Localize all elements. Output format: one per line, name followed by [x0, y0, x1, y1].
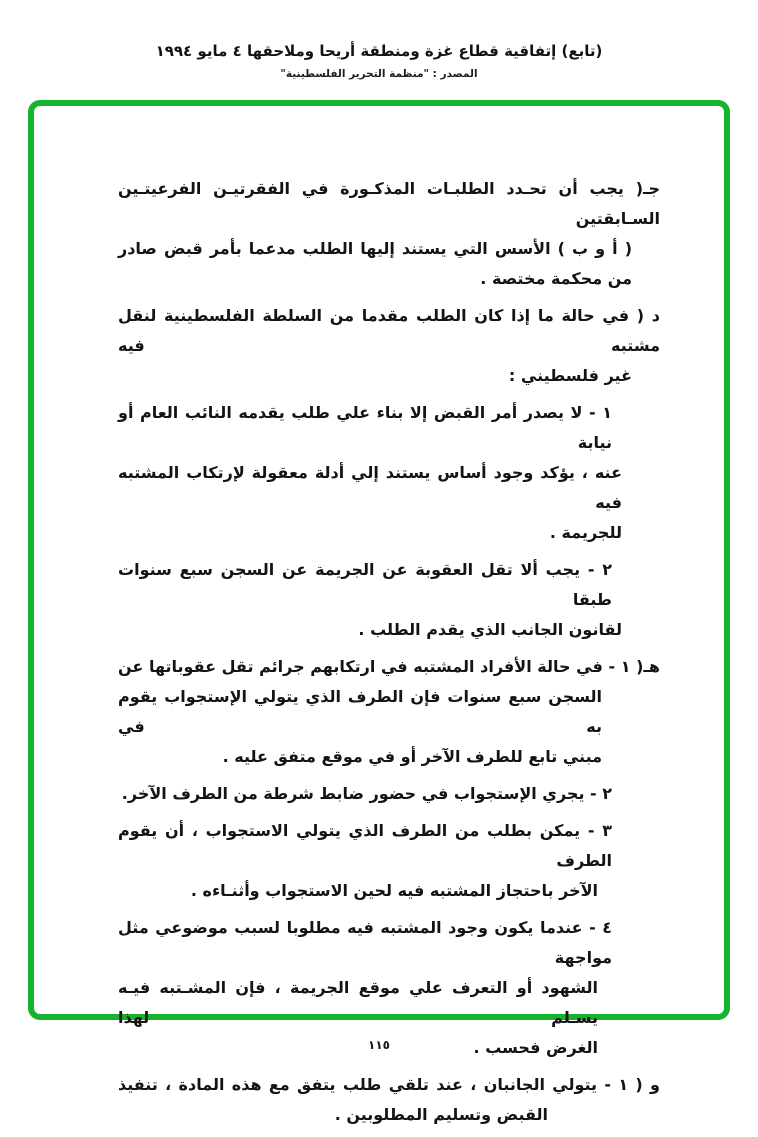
document-title: (تابع) إتفاقية قطاع غزة ومنطقة أريحا وملاحقها ٤ مايو ١٩٩٤	[155, 42, 603, 60]
paragraph-line: جـ( يجب أن تحـدد الطلبـات المذكـورة في الفقرتيـن الفرعيتـين السـابقتين	[118, 179, 660, 228]
paragraph-line: ١ - لا يصدر أمر القبض إلا بناء علي طلب يقدمه النائب العام أو نيابة	[118, 403, 612, 452]
paragraph-line: الآخر باحتجاز المشتبه فيه لحين الاستجواب وأثنـاءه .	[190, 881, 598, 900]
paragraph	[118, 301, 660, 391]
paragraph-line: و ( ١ - يتولي الجانبان ، عند تلقي طلب يتفق مع هذه المادة ، تنفيذ	[118, 1075, 661, 1094]
paragraph	[118, 555, 660, 645]
paragraph-line: ( أ و ب ) الأسس التي يستند إليها الطلب مدعما بأمر قبض صادر	[118, 239, 632, 258]
paragraph-line: الشهود أو التعرف علي موقع الجريمة ، فإن المشـتبه فيـه يسـلم لهذا	[118, 978, 598, 1027]
paragraph-line: ٢ - يجري الإستجواب في حضور ضابط شرطة من الطرف الآخر.	[121, 784, 612, 803]
paragraph-line: هـ( ١ - في حالة الأفراد المشتبه في ارتكابهم جرائم تقل عقوباتها عن	[118, 657, 660, 676]
paragraph	[118, 174, 660, 294]
paragraph-line: لقانون الجانب الذي يقدم الطلب .	[358, 620, 622, 639]
paragraph-line: ٤ - عندما يكون وجود المشتبه فيه مطلوبا لسبب موضوعي مثل مواجهة	[118, 918, 612, 967]
paragraph	[118, 779, 660, 809]
paragraph	[118, 1070, 660, 1130]
paragraph-line: القبض وتسليم المطلوبين .	[334, 1105, 548, 1124]
paragraph-line: ٢ - يجب ألا تقل العقوبة عن الجريمة عن السجن سبع سنوات طبقا	[118, 560, 612, 609]
paragraph-line: من محكمة مختصة .	[480, 269, 632, 288]
page-number: ١١٥	[368, 1038, 390, 1052]
paragraph-line: الغرض فحسب .	[473, 1038, 598, 1057]
paragraph	[118, 398, 660, 548]
document-header	[0, 42, 758, 80]
paragraph-line: للجريمة .	[549, 523, 622, 542]
paragraph-line: عنه ، يؤكد وجود أساس يستند إلي أدلة معقولة لإرتكاب المشتبه فيه	[118, 463, 622, 512]
paragraph-line: د ( في حالة ما إذا كان الطلب مقدما من السلطة الفلسطينية لنقل مشتبه فيه	[118, 306, 660, 355]
document-source-line: المصدر : "منظمة التحرير الفلسطينية"	[280, 68, 478, 80]
paragraph-line: ٣ - يمكن بطلب من الطرف الذي يتولي الاستجواب ، أن يقوم الطرف	[118, 821, 612, 870]
paragraph	[118, 652, 660, 772]
document-body-text	[118, 174, 660, 1137]
paragraph	[118, 816, 660, 906]
paragraph-line: السجن سبع سنوات فإن الطرف الذي يتولي الإستجواب يقوم به في	[118, 687, 602, 736]
paragraph-line: غير فلسطيني :	[508, 366, 632, 385]
paragraph-line: مبني تابع للطرف الآخر أو في موقع متفق عليه .	[222, 747, 602, 766]
